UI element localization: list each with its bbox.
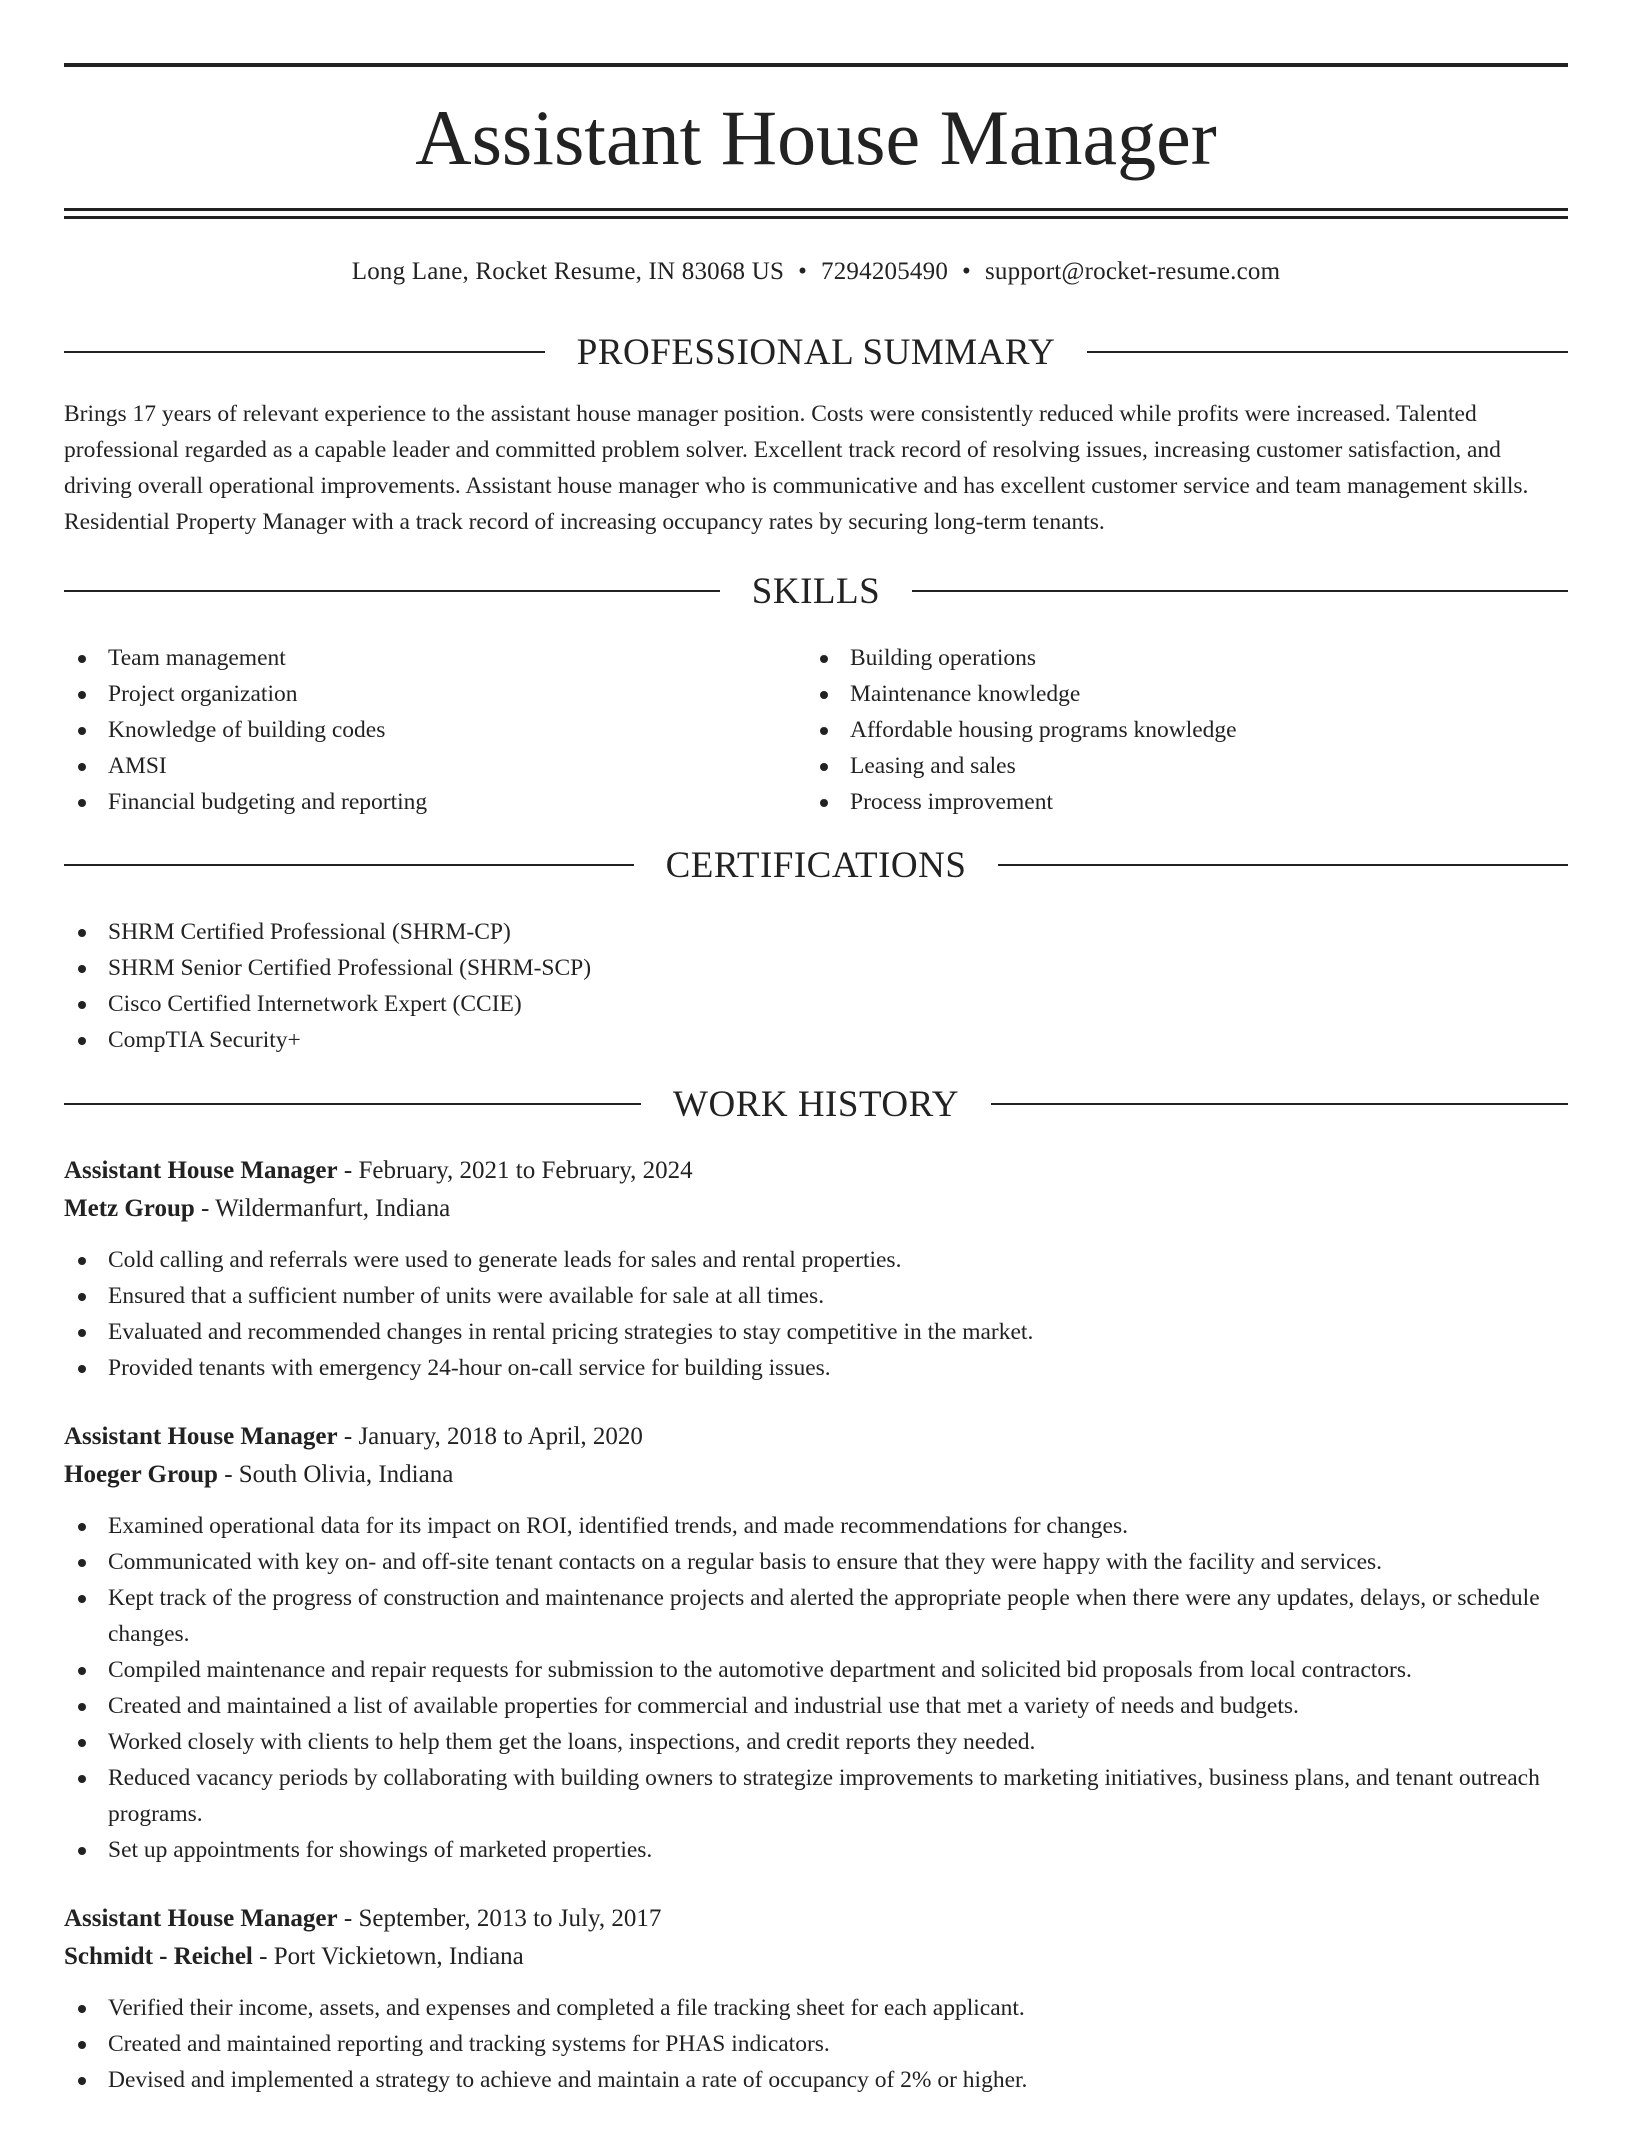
- job-dash: -: [343, 1423, 353, 1450]
- job-company: Schmidt - Reichel: [64, 1943, 253, 1970]
- certifications-list: [64, 914, 1568, 1058]
- job-bullet: Evaluated and recommended changes in rental pricing strategies to stay competitive in the market.: [64, 1314, 1568, 1350]
- job-dates: September, 2013 to July, 2017: [358, 1905, 662, 1932]
- section-heading-work-history: [64, 1079, 1568, 1129]
- job-bullet: Verified their income, assets, and expenses and completed a file tracking sheet for each applicant.: [64, 1990, 1568, 2026]
- contact-separator: •: [798, 258, 808, 285]
- contact-address: Long Lane, Rocket Resume, IN 83068 US: [351, 258, 785, 285]
- skill-item: Maintenance knowledge: [806, 676, 1548, 712]
- section-heading-skills: [64, 566, 1568, 616]
- job-bullet: Cold calling and referrals were used to generate leads for sales and rental properties.: [64, 1242, 1568, 1278]
- section-rule-right: [998, 864, 1568, 866]
- job-bullet: Created and maintained a list of available properties for commercial and industrial use that met a variety of needs and budgets.: [64, 1688, 1568, 1724]
- job-bullets: [64, 1242, 1568, 1386]
- section-title: SKILLS: [751, 570, 881, 612]
- job-entry: [64, 1152, 1568, 1386]
- job-dates: February, 2021 to February, 2024: [358, 1157, 693, 1184]
- job-location: Wildermanfurt, Indiana: [215, 1195, 451, 1222]
- job-company-line: [64, 1938, 1568, 1976]
- job-title-line: [64, 1418, 1568, 1456]
- job-bullet: Worked closely with clients to help them get the loans, inspections, and credit reports they needed.: [64, 1724, 1568, 1760]
- section-heading-summary: [64, 327, 1568, 377]
- contact-phone: 7294205490: [821, 258, 949, 285]
- job-bullet: Kept track of the progress of construction and maintenance projects and alerted the appropriate people when there were any updates, delays, or schedule changes.: [64, 1580, 1568, 1652]
- job-bullet: Devised and implemented a strategy to achieve and maintain a rate of occupancy of 2% or higher.: [64, 2062, 1568, 2098]
- job-bullet: Compiled maintenance and repair requests for submission to the automotive department and solicited bid proposals from local contractors.: [64, 1652, 1568, 1688]
- job-bullet: Communicated with key on- and off-site tenant contacts on a regular basis to ensure that they were happy with the facility and services.: [64, 1544, 1568, 1580]
- header-top-rule: [64, 63, 1568, 67]
- job-company-line: [64, 1190, 1568, 1228]
- job-title-line: [64, 1900, 1568, 1938]
- job-entry: [64, 1900, 1568, 2098]
- skill-item: Process improvement: [806, 784, 1548, 820]
- section-rule-left: [64, 864, 634, 866]
- section-rule-left: [64, 590, 720, 592]
- job-bullet: Created and maintained reporting and tracking systems for PHAS indicators.: [64, 2026, 1568, 2062]
- skill-item: Project organization: [64, 676, 806, 712]
- job-dates: January, 2018 to April, 2020: [358, 1423, 643, 1450]
- section-rule-right: [991, 1103, 1568, 1105]
- skill-item: Knowledge of building codes: [64, 712, 806, 748]
- certification-item: SHRM Senior Certified Professional (SHRM-SCP): [64, 950, 1568, 986]
- section-rule-left: [64, 1103, 641, 1105]
- skill-item: Financial budgeting and reporting: [64, 784, 806, 820]
- skills-list: [64, 640, 1568, 820]
- skill-item: Affordable housing programs knowledge: [806, 712, 1548, 748]
- job-title: Assistant House Manager: [64, 1905, 338, 1932]
- resume-title: Assistant House Manager: [415, 94, 1217, 181]
- job-title-line: [64, 1152, 1568, 1190]
- section-rule-right: [912, 590, 1568, 592]
- job-company: Hoeger Group: [64, 1461, 218, 1488]
- job-company-line: [64, 1456, 1568, 1494]
- job-bullet: Set up appointments for showings of marketed properties.: [64, 1832, 1568, 1868]
- work-history: [64, 1152, 1568, 2130]
- section-title: PROFESSIONAL SUMMARY: [576, 331, 1056, 373]
- section-rule-left: [64, 351, 545, 353]
- section-rule-right: [1087, 351, 1568, 353]
- job-dash: -: [343, 1157, 353, 1184]
- skills-column-right: [806, 640, 1548, 820]
- certification-item: CompTIA Security+: [64, 1022, 1568, 1058]
- job-title: Assistant House Manager: [64, 1423, 338, 1450]
- job-dash: -: [259, 1943, 268, 1970]
- certification-item: Cisco Certified Internetwork Expert (CCIE): [64, 986, 1568, 1022]
- professional-summary-text: Brings 17 years of relevant experience to the assistant house manager position. Costs were consistently reduced while profits were increased. Talented professional regarded as a capable leader and committed problem solver. Excellent track record of resolving issues, increasing customer satisfaction, and driving overall operational improvements. Assistant house manager who is communicative and has excellent customer service and team management skills. Residential Property Manager with a track record of increasing occupancy rates by securing long-term tenants.: [64, 401, 1529, 535]
- certification-item: SHRM Certified Professional (SHRM-CP): [64, 914, 1568, 950]
- job-bullet: Ensured that a sufficient number of units were available for sale at all times.: [64, 1278, 1568, 1314]
- section-title: WORK HISTORY: [673, 1083, 959, 1125]
- job-dash: -: [343, 1905, 353, 1932]
- job-bullets: [64, 1990, 1568, 2098]
- skill-item: Building operations: [806, 640, 1548, 676]
- skills-column-left: [64, 640, 806, 820]
- job-bullet: Reduced vacancy periods by collaborating with building owners to strategize improvements to marketing initiatives, business plans, and tenant outreach programs.: [64, 1760, 1568, 1832]
- contact-email: support@rocket-resume.com: [984, 258, 1281, 285]
- skill-item: Leasing and sales: [806, 748, 1548, 784]
- job-dash: -: [201, 1195, 210, 1222]
- job-location: Port Vickietown, Indiana: [273, 1943, 524, 1970]
- header-double-rule: [64, 208, 1568, 219]
- job-title: Assistant House Manager: [64, 1157, 338, 1184]
- contact-separator: •: [962, 258, 971, 285]
- job-bullets: [64, 1508, 1568, 1868]
- skill-item: Team management: [64, 640, 806, 676]
- job-bullet: Examined operational data for its impact on ROI, identified trends, and made recommendations for changes.: [64, 1508, 1568, 1544]
- skill-item: AMSI: [64, 748, 806, 784]
- section-title: CERTIFICATIONS: [665, 844, 967, 886]
- job-dash: -: [224, 1461, 233, 1488]
- contact-line: [64, 252, 1568, 292]
- job-bullet: Provided tenants with emergency 24-hour on-call service for building issues.: [64, 1350, 1568, 1386]
- job-entry: [64, 1418, 1568, 1868]
- job-company: Metz Group: [64, 1195, 195, 1222]
- section-heading-certifications: [64, 840, 1568, 890]
- job-location: South Olivia, Indiana: [238, 1461, 454, 1488]
